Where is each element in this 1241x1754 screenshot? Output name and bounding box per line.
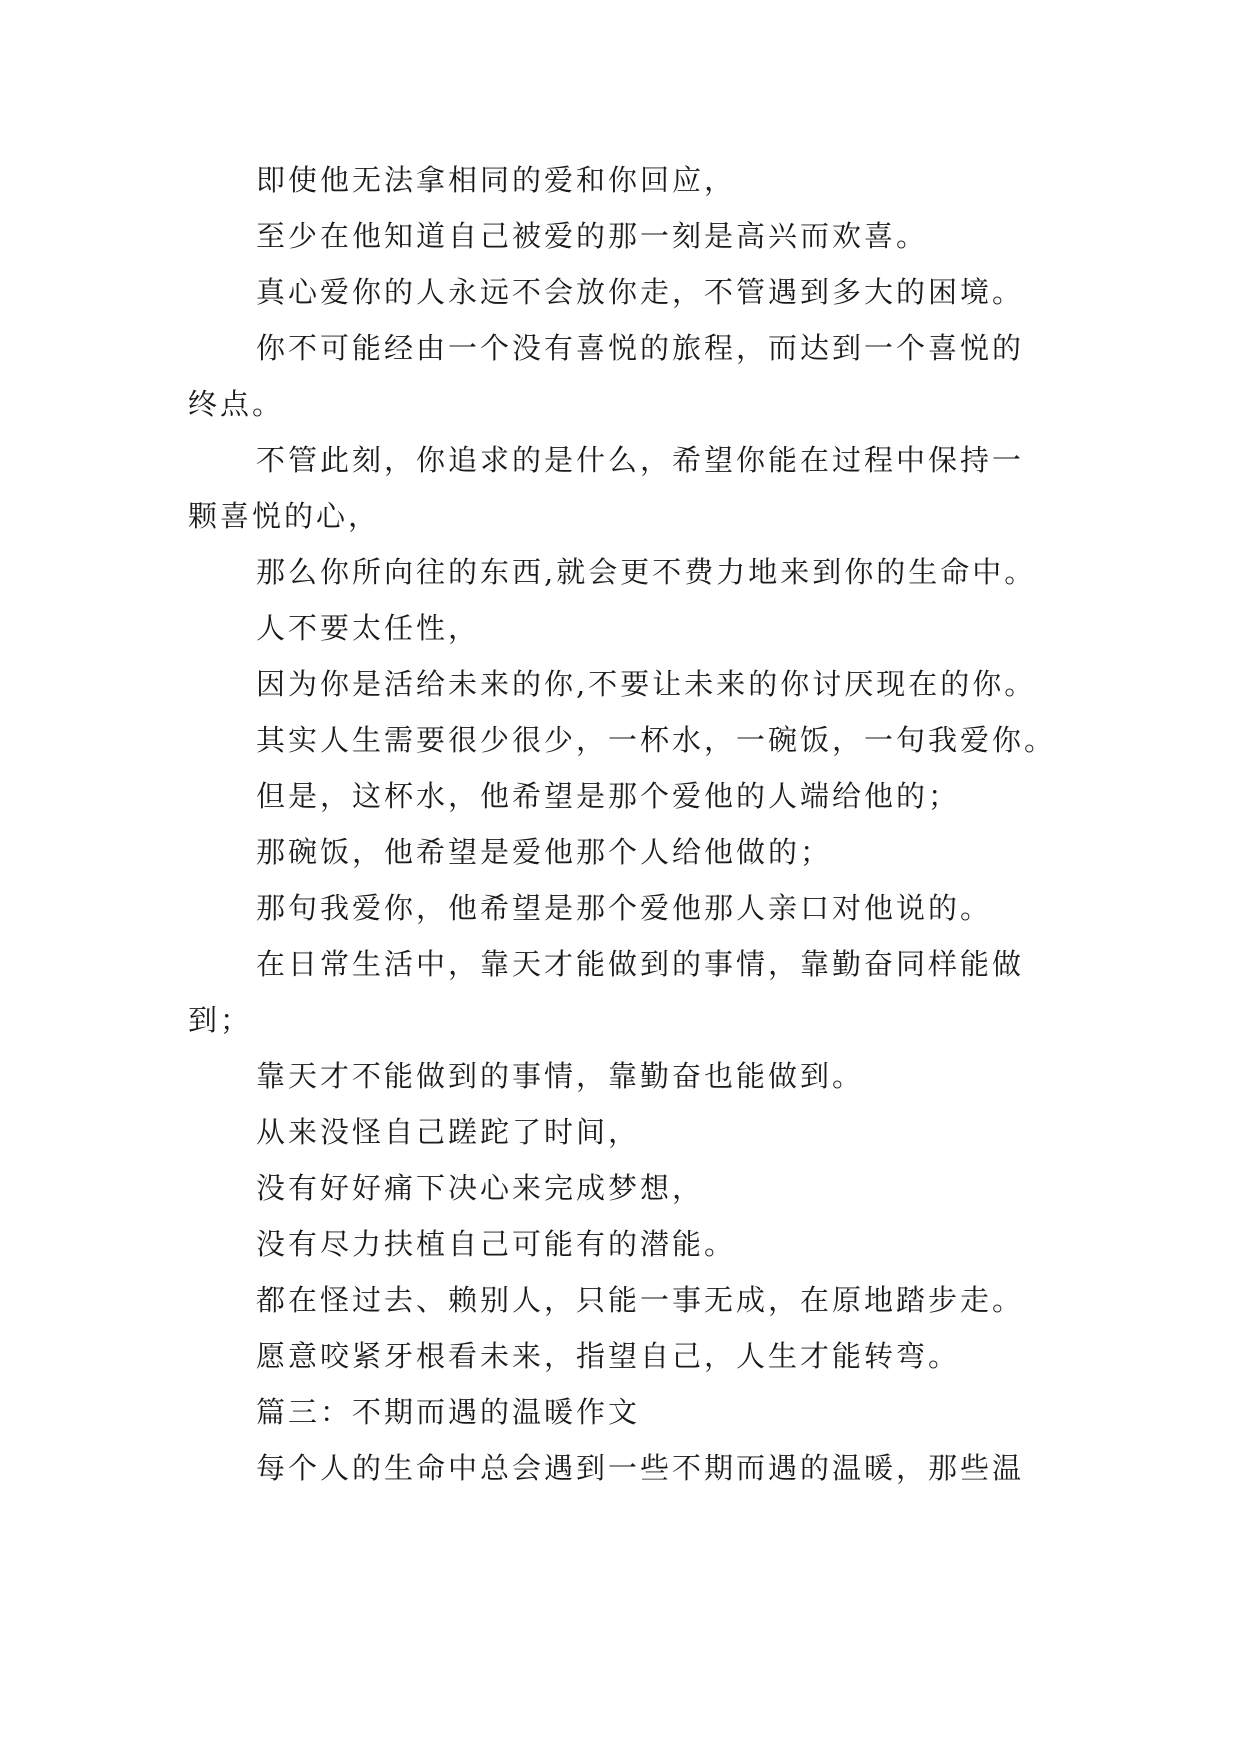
paragraph-line: 都在怪过去、赖别人，只能一事无成，在原地踏步走。 (256, 1283, 1025, 1317)
paragraph-line: 其实人生需要很少很少，一杯水，一碗饭，一句我爱你。 (256, 723, 1057, 757)
document-body (188, 152, 1068, 1496)
paragraph-line: 因为你是活给未来的你,不要让未来的你讨厌现在的你。 (256, 667, 1037, 701)
paragraph-line: 那么你所向往的东西,就会更不费力地来到你的生命中。 (256, 555, 1037, 589)
paragraph-line: 在日常生活中，靠天才能做到的事情，靠勤奋同样能做 (256, 947, 1025, 981)
paragraph-line: 不管此刻，你追求的是什么，希望你能在过程中保持一 (256, 443, 1025, 477)
paragraph-line: 至少在他知道自己被爱的那一刻是高兴而欢喜。 (256, 219, 929, 253)
paragraph-line: 那碗饭，他希望是爱他那个人给他做的； (256, 835, 833, 869)
section-heading: 篇三：不期而遇的温暖作文 (256, 1395, 641, 1429)
paragraph-line: 人不要太任性， (256, 611, 481, 645)
paragraph-line: 靠天才不能做到的事情，靠勤奋也能做到。 (256, 1059, 865, 1093)
paragraph-line: 你不可能经由一个没有喜悦的旅程，而达到一个喜悦的 (256, 331, 1025, 365)
paragraph-line: 没有好好痛下决心来完成梦想， (256, 1171, 705, 1205)
paragraph-line: 真心爱你的人永远不会放你走，不管遇到多大的困境。 (256, 275, 1025, 309)
paragraph-line: 即使他无法拿相同的爱和你回应， (256, 163, 737, 197)
paragraph-line: 那句我爱你，他希望是那个爱他那人亲口对他说的。 (256, 891, 993, 925)
paragraph-line: 终点。 (188, 387, 285, 421)
paragraph-line: 从来没怪自己蹉跎了时间， (256, 1115, 641, 1149)
paragraph-line: 每个人的生命中总会遇到一些不期而遇的温暖，那些温 (256, 1451, 1025, 1485)
paragraph-line: 颗喜悦的心， (188, 499, 381, 533)
paragraph-line: 到； (188, 1003, 253, 1037)
paragraph-line: 愿意咬紧牙根看未来，指望自己，人生才能转弯。 (256, 1339, 961, 1373)
paragraph-line: 没有尽力扶植自己可能有的潜能。 (256, 1227, 737, 1261)
paragraph-line: 但是，这杯水，他希望是那个爱他的人端给他的； (256, 779, 961, 813)
